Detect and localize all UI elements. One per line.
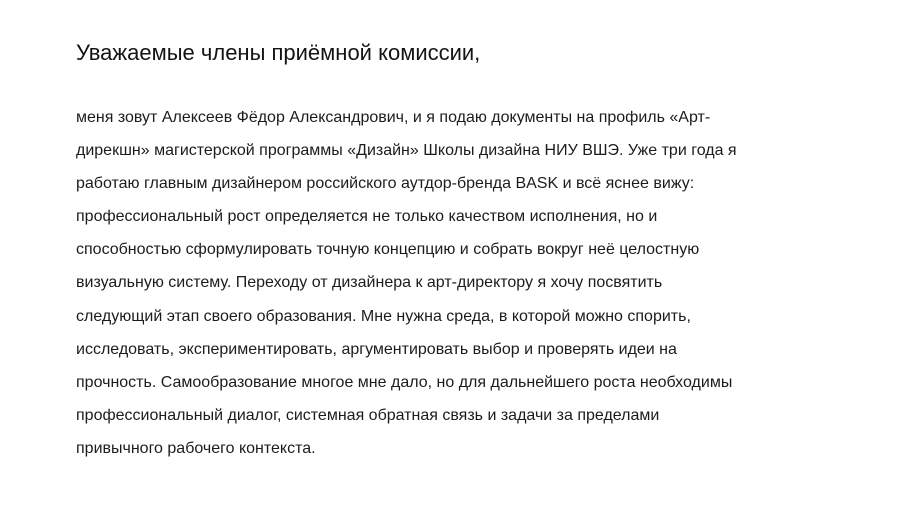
letter-line: следующий этап своего образования. Мне нужна среда, в которой можно спорить, bbox=[76, 307, 691, 325]
letter-line: прочность. Самообразование многое мне дало, но для дальнейшего роста необходимы bbox=[76, 373, 733, 391]
letter-body bbox=[76, 101, 836, 465]
letter-line: визуальную систему. Переходу от дизайнера к арт-директору я хочу посвятить bbox=[76, 274, 663, 292]
letter-line: привычного рабочего контекста. bbox=[76, 439, 316, 457]
letter-line: профессиональный рост определяется не только качеством исполнения, но и bbox=[76, 208, 658, 226]
letter-line: дирекшн» магистерской программы «Дизайн» Школы дизайна НИУ ВШЭ. Уже три года я bbox=[76, 142, 737, 160]
letter-line: исследовать, экспериментировать, аргументировать выбор и проверять идеи на bbox=[76, 340, 677, 358]
letter-line: профессиональный диалог, системная обратная связь и задачи за пределами bbox=[76, 406, 660, 424]
letter-line: способностью сформулировать точную концепцию и собрать вокруг неё целостную bbox=[76, 241, 700, 259]
letter-greeting: Уважаемые члены приёмной комиссии, bbox=[76, 40, 481, 65]
letter-line: работаю главным дизайнером российского аутдор-бренда BASK и всё яснее вижу: bbox=[76, 175, 695, 193]
letter-page bbox=[76, 38, 836, 457]
letter-line: меня зовут Алексеев Фёдор Александрович, и я подаю документы на профиль «Арт- bbox=[76, 109, 711, 126]
